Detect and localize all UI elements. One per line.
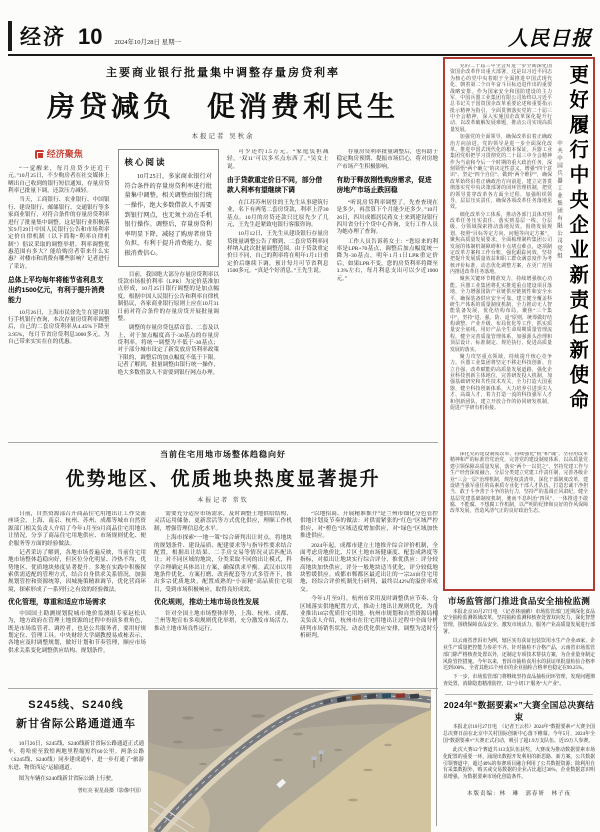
column-subhead: 有助于释放刚性购房需求，促进房地产市场止跌回稳 <box>336 177 432 194</box>
highlight-box-article <box>443 57 595 591</box>
column-subhead: 总体上平均每年将能节省利息支出约1500亿元，有利于提升消费能力 <box>8 277 105 304</box>
body-paragraph: 工作人员告诉蒋女士：“您原来的利率是LPR+70基点，调整后加点幅度统一降为-30基点，明年1月1日LPR重定价后，如果LPR不变，您的房贷利率将降至3.3%左右，每月利息支出可以少近1000元。” <box>336 238 438 282</box>
soe-vertical-byline: 中共中国兵器工业集团有限公司党组 <box>556 140 562 260</box>
economy-focus-text: 经济聚焦 <box>46 149 83 159</box>
body-paragraph: 中国国土勘测规划院城市地价监测组专家赵松认为，地方政府在管理土地资源的过程中扮演多重角色，既是市场监管者、调控者，也是公共服务者，要用好规划定位、管理工具。中央财经大学副教授易成栋表示，各地应及时调整规划，做好计划和节奏管理，顺应市场供求关系变化调整供应结构、规划条件。 <box>8 610 146 654</box>
economy-focus-label <box>8 149 110 161</box>
body-paragraph: “听说房贷利率调整了，先查查现在是多少，再盘算下个月能少还多少。”10月26日，四川成都居民蒋女士来到建设银行四川省分行个贷中心咨询，支行工作人员为她办理了查询。 <box>336 199 438 236</box>
body-paragraph: 目前，我国绝大部分存量房贷利率以贷款市场报价利率（LPR）为定价基准加点形成，10月25日银行调整的是加点幅度。根据中国人民银行公告和利率自律机制倡议，各家商业银行原则上应在10月31日前对符合条件的存量房贷开展批量调整。 <box>117 271 219 322</box>
body-paragraph: 深化党的建设制度改革，持续强化“根”和“魂”，坚持用改革精神和严的标准管党治党，完善党的建设制度体系，以高质量党建引领保障高质量发展，落实“两个一以贯之”，坚持党建工作与生产经营深度融合，分层分类建立党建工作责任制，完善各级企业“三会一层”治理机制，规范权责清单，深化干部制度改革，建设堪当强军重任的高素质专业化干部人才队伍，打造忠诚干净担当、敢于斗争善于斗争的执行力，坚持严的基调正风肃纪，健全基层党建基础制度机制，驰而不息纠治“四风”，一体推进不敢腐、不能腐、不想腐工作机制，以严明的纪律和良好的作风保障改革发展，营造风清气正的良好政治生态。 <box>450 452 588 515</box>
body-paragraph: “一觉醒来，每月房贷少还近千元。”10月25日，不少购房者在社交媒体上晒出自己收到的银行短信通知，存量房贷利率已批量下调，还款压力减轻。 <box>8 165 110 194</box>
divider <box>8 442 438 443</box>
page-editors: 本版责编：林 琳 郭春妍 林子夜 <box>466 791 571 798</box>
body-paragraph: 日前，自然资源部召开商品住宅用地出让工作交流座谈会，上海、南京、杭州、苏州、成都等城市自然资源部门相关负责人介绍了今年1月至9月商品住宅用地出让情况，分享了商品住宅用地供应、市场规则优化、便企服务等方面的经验做法。 <box>8 511 146 547</box>
body-paragraph: 上海市探索“一地一策”综合研判出让时点，将地块的规划条件、建设品质、配建要求等与指导性要求结合配置，根据出让结果、二手房交易等情况灵活匹配出让；对不同区域的地块，分类采取不同的出让模式，科学合理确定具体出让方案，确保供求平衡。武汉市以用地条件优化、方案打磨、改善配套等方式多管齐下，推出多宗优质地块，配置成熟的“小而精”高品质住宅项目，受到市场积极响应，取得良好成效。 <box>154 535 292 593</box>
body-paragraph: 聚力攻坚重点领域，持续提升核心竞争力。兵器工业集团将坚定不移走科技创新、自立自强、改革赋能的高质量发展道路，强化企业科技创新主体地位，完善研发投入机制，加强基础研究和共性技术攻关，全力打造大国重器，健全科技创新体系，大力培养引进顶尖人才、高端人才，着力打造一流的科技强军人才和创新团队，建立开放合作的协同研发机制，促进产学研有机衔接。 <box>450 354 552 411</box>
body-paragraph: 细化改革分工体系，推动各部门具体对照改革任务压实责任、落实到基层一线，分层级、分领域探索推动落地见效。围绕发展规划，按照“目标等定方向、问题等向定方案”，聚焦高质量发展要求，全面梳理制约集团公司发展的体制机制障碍和卡点堵点难点，逐项制定改革方案和工作台账，强化跟踪问效，坚持把提升发展质量效益和职工群众满意度作为考核评价标准，动态优化调整方案，在更广范围内推进改革任务落地。 <box>450 212 552 275</box>
soe-bottom-section <box>450 452 588 580</box>
land-headline: 优势地区、优质地块热度显著提升 <box>65 469 381 490</box>
body-paragraph: 记者采访了解到，各地市场普遍反映，当前住宅用地市场整体趋稳向好，但区位分化明显、冷热不均，优势地区、优质地块热度显著提升。多地在实践中积极探索供需适配的管理方式，结合自身供求关系情况，加强规划管控和资源统筹，因城施策精准调节，优化营商环境，探索形成了一系列行之有效的经验做法。 <box>8 549 146 593</box>
body-paragraph: 10月26日，S245线、S240线新甘省际公路通道正式通车，将哈密至敦煌两地里程缩短约60公里。两条公路（S245线、S240线）同步建成通车，进一步打通了“旅游东进、物资西运”运输通道。 <box>8 741 144 771</box>
masthead-logo: 人民日报 <box>508 28 592 50</box>
column-subhead: 优化规则，推动土地市场良性发展 <box>154 599 259 607</box>
lead-columns <box>8 149 438 437</box>
land-col-2 <box>154 511 292 689</box>
body-paragraph: 图为车辆在S240线新甘省际公路上行驶。 <box>18 775 117 782</box>
road-headline-line2: 新甘省际公路通道通车 <box>16 717 136 730</box>
soe-top-section <box>450 64 588 448</box>
news-briefs-column <box>443 596 595 828</box>
land-col-1 <box>8 511 146 689</box>
road-photo <box>148 690 431 832</box>
lead-col-4 <box>337 149 439 437</box>
lead-col-2 <box>118 149 220 437</box>
core-reading-body: 10月25日，多家商业银行对符合条件的存量房贷利率进行批量集中调整。相关调整由银行统一操作，绝大多数借款人不需要到银行网点，也无须主动在手机银行操作。调整后，存量房贷利率明显下降，减轻了购房者房贷负担，有利于提升消费能力、提振消费信心。 <box>124 173 212 258</box>
desert-highway-illustration <box>148 690 431 832</box>
core-reading-title: 核心阅读 <box>124 157 167 167</box>
page-header <box>8 14 592 56</box>
column-subhead: 优化管理，尊重和适应市场需求 <box>8 599 106 607</box>
soe-body-column <box>450 64 552 448</box>
road-headline-line1: S245线、S240线 <box>28 699 124 711</box>
land-columns <box>8 511 438 689</box>
page-number: 10 <box>78 24 103 49</box>
body-paragraph: 此次大赛12个赛道共113支队伍获奖。大赛成为推动数据要素市场化配置的重要一环，涌现出数据开发利用的新思路、新方案。公共数据引领赛道中，超过40%的参赛项目融合利用了公共数据资源；除利用自有采集数据外，购买或交易数据的企业占比超过30%，企业数据意识明显增强，为数据要素市场化创造条件。 <box>443 747 595 781</box>
photo-credit: 曾红亮 祝星晨摄（影像中国） <box>77 788 144 794</box>
core-reading-box <box>118 149 220 267</box>
food-safety-headline: 市场监管部门推进食品安全抽检监测 <box>447 596 591 606</box>
section-block <box>8 21 181 51</box>
body-paragraph: 存量房贷利率批量调整后，也有助于稳定购房预期、提振市场信心，将对房地产市场产生积极影响。 <box>336 149 438 170</box>
edition-date: 2024年10月28日 星期一 <box>114 39 182 46</box>
section-title: 经济 <box>20 26 66 49</box>
land-article <box>8 449 438 689</box>
lead-col-3 <box>227 149 329 437</box>
body-paragraph: “以地招商、开展精准推介”是兰州市细化分色管控供地计划及节奏的做法：对供需紧张的“红色”区域严控供应，对“橙色”区域适度增加供应，对“绿色”区域加快推进供应。 <box>300 511 438 540</box>
divider <box>436 598 437 826</box>
body-paragraph: 可少还约1.5万元。“家庭负担减轻，‘双11’可以多买点东西了。”吴女士说。 <box>227 149 329 170</box>
body-paragraph: 今年1月至9月，杭州市采用及时调整供应节奏、分区域落实供地配置方式，推动土地出让规则优化，为企业推出18宗优质住宅用地。杭州市规划和自然资源局相关负责人介绍，杭州市在住宅用地出让过程中全面分析研判市场销售状况，动态优化供应安排，调整为适时分析研判。 <box>300 596 438 639</box>
body-paragraph: 本报北京10月27日电 （记者林丽鹂）市场监管部门近期深化食品安全抽检监测领域改革，坚持抽检监测和核查处置双向发力，深化智慧管理，围绕保障食品安全、激发市场活力、服务产业高质量发展进行部署。 <box>443 609 595 636</box>
body-paragraph: 下一步，市场监管部门将继续坚持食品抽检闭环管理，发现问题彻查处置，消除隐患精准防控，以“小切口”服务“大产业”。 <box>443 675 595 688</box>
land-byline: 本报记者 常钦 <box>197 498 249 504</box>
body-paragraph: 调整的存量房贷包括首套、二套及以上，对于加点幅度高于-30基点的存量房贷利率，将统一调整为不低于-30基点；对于部分城市设定了新发放房贷利率政策下限的，调整后的加点幅度不低于下限。记者了解到，批量调整由银行统一操作，绝大多数借款人不需要到银行网点办理。 <box>117 325 219 376</box>
land-kicker: 当前住宅用地市场整体趋稳向好 <box>160 450 286 459</box>
body-paragraph: 党的二十届三中全会对进一步全面深化国资国企改革作出重大部署，这是以习近平同志为核心的党中央着眼于全面推进中国式现代化、朝着第二个百年奋斗目标迈进作出的重要战略安排。作为国家安全和国防建设的主力军，中国兵器工业集团有限公司始终以习近平总书记关于国资国企改革重要论述和重要指示批示精神为指引，全面贯彻落实党的二十届三中全会精神，深入实施国企改革深化提升行动，以改革破解发展难题，推动公司实现高质量发展。 <box>450 64 552 133</box>
road-article <box>8 696 144 828</box>
body-paragraph: 聚焦关键环节精准发力，持续增强核心功能。兵器工业集团将扎实推进重点建设项目落地，全力增强国防产业链供应链韧性和安全水平，确保装备供应安全可靠。建立健全覆盖科研生产体系的质量制度机制，全力推动无人智能装备发展，优化结构布局，聚焦“三个集中”，坚持“进、强、防、退”原则，统筹做好结构调整、产业升级、布局优化等工作，抓实质量安全底线，用好产品全生命周期质量管理流程，健全完善质量管理体系，加强源头治理和顶层设计、标准制定、规范执行，促进高质量发展的落实。 <box>450 277 552 353</box>
data-contest-headline: 2024年“数据要素×”大赛全国总决赛结束 <box>443 700 595 722</box>
body-paragraph: 需要充分适应市场需求，及时调整土地供给结构，灵活运用储备、更新盘活等方式优化供应，理顺工作机制，增强管理信息化水平。 <box>154 511 292 532</box>
body-paragraph: 10月26日，上海市民徐先生在建设银行手机银行查询，本次存量房贷利率调整后，自己的二套房贷利率从4.45%下降至3.95%，每月节省房贷利息3000多元，为自己带来实实在在的优惠。 <box>8 309 110 346</box>
lead-headline: 房贷减负 促消费利民生 <box>46 91 399 122</box>
body-paragraph: 10月12日，王先生从建设银行存量房贷批量调整公告了解到，二套房贷利率同样纳入此次批量调整范围。由于贷款重定价日不同，自己的利率将在明年1月1日重定价后继续下调，预计每月可节省利息1500多元。“真是个好消息。”王先生说。 <box>227 231 329 275</box>
body-paragraph: 在江苏苏州居住的王先生从事建筑行业，名下有两笔二套房贷款，利率上浮30基点。10月的房贷还款只比原先少了几元，王先生赶紧致电银行客服咨询。 <box>227 199 329 228</box>
body-paragraph: 以云南省普洱市为例，辖区实有获证包装饮用水生产企业49家，企业生产质量把控能力参差不齐。针对抽检不合格产品，云南省市场监管部门除严格核查处置以外，还制定专项技术帮扶方案，为企业量身制定风险管控措施。今年以来，普洱市抽检食用水的获证单批量检验合格率达到100%，全省其他15个州市的企业抽检合格率也稳定在99.25%。 <box>443 639 595 672</box>
lead-byline: 本报记者 吴秋余 <box>191 133 255 140</box>
divider <box>445 694 593 695</box>
body-paragraph: 加强党的全面领导，确保改革沿着正确政治方向前进。党的领导是进一步全面深化改革、推进中国式现代化的根本保证。兵器工业集团党组把学习贯彻党的二十届三中全会精神作为当前和今后一个时期的重大政治任务，深刻领悟“两个确立”的决定性意义，增强“四个意识”、坚定“四个自信”、做到“两个维护”，确保改革始终沿着正确政治方向前进，建立完善贯彻落实党中央决策部署的闭环管理机制，把党的领导贯穿改革各方面全过程，加强组织领导，层层压实责任，确保各项改革任务落地见效。 <box>450 135 552 211</box>
lead-article <box>8 64 438 437</box>
column-subhead: 由于贷款重定价日不同，部分借款人利率有望继续下调 <box>227 177 323 194</box>
soe-vertical-headline: 更好履行中央企业新责任新使命 <box>566 64 588 414</box>
lead-kicker: 主要商业银行批量集中调整存量房贷利率 <box>106 67 340 79</box>
divider <box>8 688 438 689</box>
economy-focus-icon <box>35 150 44 159</box>
body-paragraph: 当天，工商银行、农业银行、中国银行、建设银行、邮储银行、交通银行等多家商业银行，对符合条件的存量房贷利率进行了批量集中调整。这是银行业积极落实9月29日中国人民银行公告和市场利率定价自律机制（以下简称“利率自律机制”）倡议采取的调整举措。利率调整优惠范围有多大？能给购房者带来什么实惠？对楼市和消费有哪些影响？记者进行了采访。 <box>8 197 110 270</box>
body-paragraph: 针对全国土地市场整体形势，上海、杭州、成都、兰州等地宣布多项规则优化举措，充分激发市场活力，推动土地市场良性运行。 <box>154 610 292 632</box>
land-col-3 <box>300 511 438 689</box>
body-paragraph: 本报北京10月27日电 （记者王云杉）2024年“数据要素×”大赛全国总决赛日前在北京中关村国际创新中心落下帷幕。今年5月，2024年全国“数据要素×”大赛正式启动，吸引了超1.9万支队伍、近19万人参赛。 <box>443 725 595 744</box>
lead-col-1 <box>8 149 110 437</box>
body-paragraph: 2024年起，成都市建立土地推介综合评价机制，全面考虑房地价比、片区土地市场健康度、配套成熟度等指标，对拟出让地块实行综合评分，推优供应：评分较高地块加快供应，评分一般地块适当优化，评分较低地块暂缓供应。成都市郫都区最近出让的一宗24亩住宅用地，经综合评价机制先行研判，最终以42%的溢价率成交。 <box>300 542 438 593</box>
